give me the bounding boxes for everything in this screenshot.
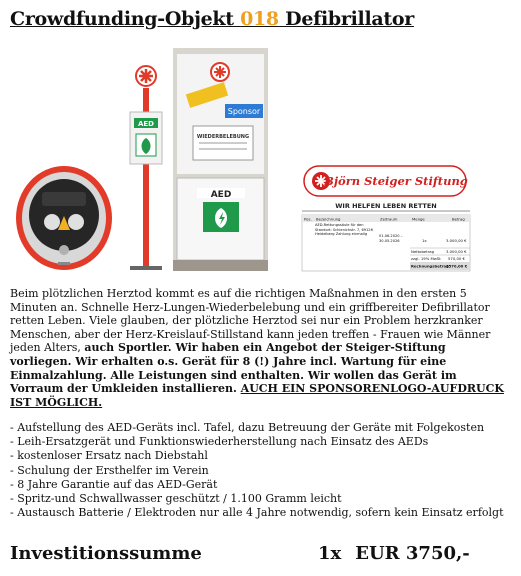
aed-cabinet-image: [173, 48, 268, 271]
feature-item: - Spritz-und Schwallwasser geschützt / 1.100 Gramm leicht: [10, 492, 342, 506]
feature-item: - Austausch Batterie / Elektroden nur alle 4 Jahre notwendig, sofern kein Einsatz erfolgt: [10, 506, 504, 520]
description-paragraph: [10, 287, 510, 409]
sponsor-logo-note: AUCH EIN SPONSORENLOGO-AUFDRUCK IST MÖGLICH.: [10, 382, 504, 409]
plate-text: WIEDERBELEBUNG: [196, 134, 250, 140]
description-intro: Beim plötzlichen Herztod kommt es auf die richtigen Maßnahmen in den ersten 5 Minuten an. Schnelle Herz-Lungen-Wiederbelebung und ein griffbereiter Defibrillator retten Leben. Viele glauben, der plötzliche Herztod sei nur ein Problem herzkranker Menschen, aber der Herz-Kreislauf-Stillstand kann jeden treffen - Frauen wie Männer jeden Alters,: [10, 287, 491, 355]
pole-aed-label: AED: [137, 120, 155, 128]
feature-item: - Aufstellung des AED-Geräts incl. Tafel, dazu Betreuung der Geräte mit Folgekosten: [10, 421, 485, 434]
tbl-row-amount: 3.000,00 €: [446, 238, 467, 243]
page-title: [10, 8, 414, 30]
investment-amount: EUR 3750,-: [355, 543, 470, 564]
tbl-h-desc: Bezeichnung: [316, 216, 341, 222]
tbl-netto-label: Nettobetrag: [411, 249, 435, 254]
title-suffix: Defibrillator: [278, 8, 414, 30]
aed-pole-image: [122, 60, 170, 272]
tbl-h-qty: Menge: [412, 216, 425, 222]
tbl-mwst-label: zzgl. 19% MwSt: [411, 256, 441, 261]
description-offer: auch Sportler. Wir haben ein Angebot der Steiger-Stiftung vorliegen. Wir erhalten o.s. Gerät für 8 (!) Jahre incl. Wartung für eine Einmalzahlung. Alle Leistungen sind enthalten. Wir wollen das Gerät im Vorraum der Umkleiden installieren.: [10, 341, 457, 396]
tbl-h-pos: Pos.: [304, 216, 312, 222]
feature-item: - kostenloser Ersatz nach Diebstahl: [10, 449, 208, 463]
steiger-slogan: WIR HELFEN LEBEN RETTEN: [335, 202, 437, 210]
title-prefix: Crowdfunding-Objekt: [10, 8, 241, 30]
feature-item: - Schulung der Ersthelfer im Verein: [10, 463, 209, 477]
tbl-row-period: 01.06.2020 – 30.05.2026: [379, 234, 403, 243]
feature-list: [10, 421, 515, 520]
tbl-row-desc: AED-Rettungssäule für den Standort: Schienichstr. 7, 69126 Heidelberg Zahlung einmalig: [315, 223, 373, 237]
investment-price: [318, 543, 470, 564]
steiger-logo-text: Björn Steiger Stiftung: [324, 174, 468, 188]
tbl-total-label: Rechnungsbetrag: [411, 263, 449, 269]
tbl-row-qty: 1x: [422, 238, 427, 243]
tbl-total-value: 3570,00 €: [446, 263, 468, 269]
tbl-mwst-value: 570,00 €: [448, 256, 465, 261]
steiger-offer-image: [298, 162, 474, 274]
investment-label: Investitionssumme: [10, 543, 202, 564]
tbl-h-period: Zeitraum: [380, 216, 398, 222]
cabinet-aed-label: AED: [210, 190, 232, 200]
tbl-h-amount: Betrag: [452, 216, 465, 222]
aed-device-image: [14, 160, 114, 272]
feature-item: - Leih-Ersatzgerät und Funktionswiederherstellung nach Einsatz des AEDs: [10, 435, 429, 449]
tbl-netto-value: 3.000,00 €: [446, 249, 467, 254]
sponsor-label: Sponsor: [227, 107, 261, 116]
investment-quantity: 1x: [318, 543, 342, 564]
title-number: 018: [240, 8, 279, 30]
feature-item: - 8 Jahre Garantie auf das AED-Gerät: [10, 477, 218, 491]
